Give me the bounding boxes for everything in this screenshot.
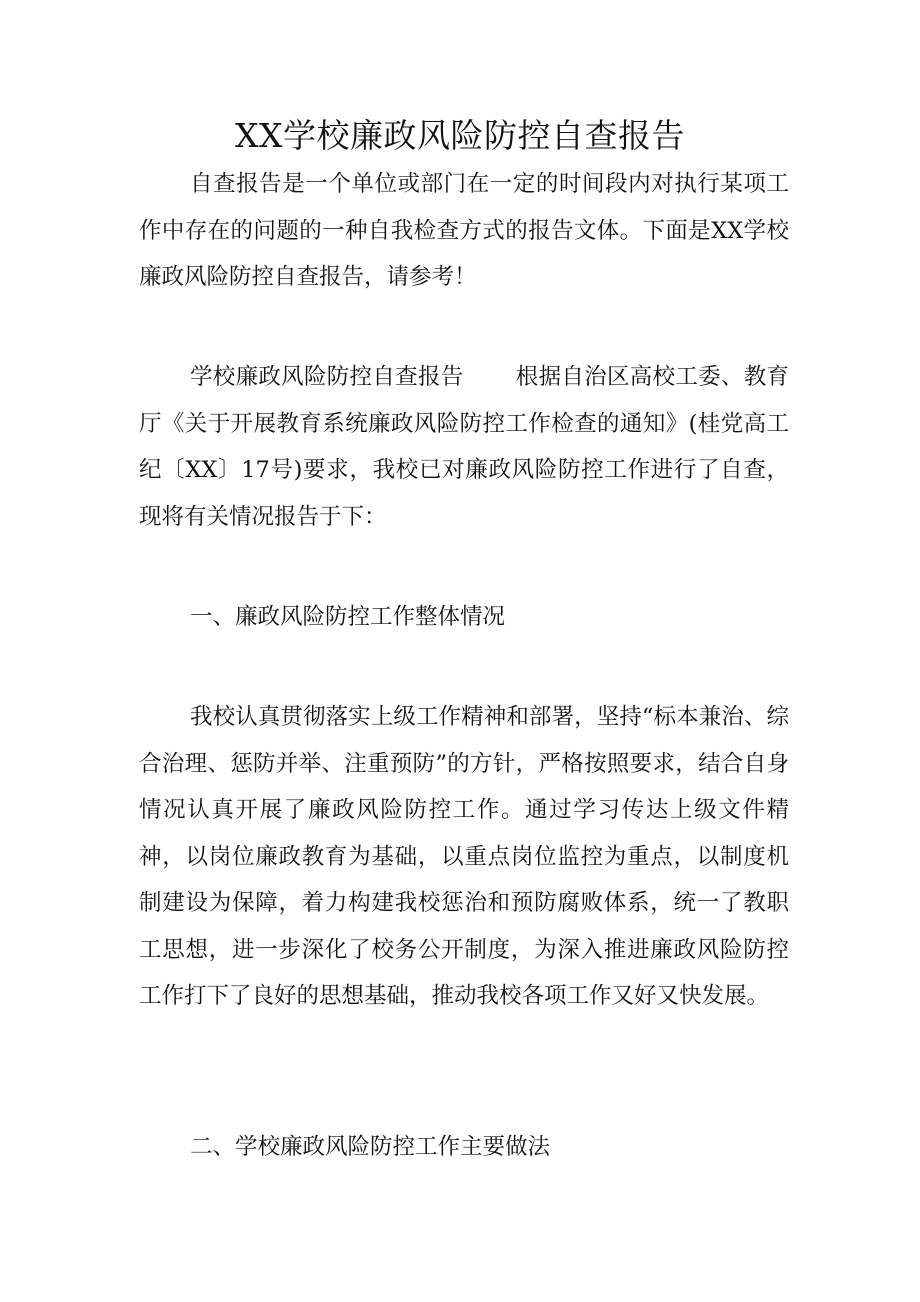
report-opening-text: 根据自治区高校工委、教育厅《关于开展教育系统廉政风险防控工作检查的通知》(桂党高工纪〔XX〕17号)要求，我校已对廉政风险防控工作进行了自查，现将有关情况报告于下：: [139, 364, 789, 530]
intro-paragraph: 自查报告是一个单位或部门在一定的时间段内对执行某项工作中存在的问题的一种自我检查方式的报告文体。下面是XX学校廉政风险防控自查报告，请参考！: [139, 171, 789, 290]
section-1-heading: 一、廉政风险防控工作整体情况: [190, 604, 506, 630]
section-2-heading: 二、学校廉政风险防控工作主要做法: [190, 1134, 551, 1160]
report-heading: 学校廉政风险防控自查报告: [190, 364, 464, 390]
document-title: XX学校廉政风险防控自查报告: [235, 116, 685, 155]
section-1-body: 我校认真贯彻落实上级工作精神和部署，坚持“标本兼治、综合治理、惩防并举、注重预防”的方针，严格按照要求，结合自身情况认真开展了廉政风险防控工作。通过学习传达上级文件精神，以岗位廉政教育为基础，以重点岗位监控为重点，以制度机制建设为保障，着力构建我校惩治和预防腐败体系，统一了教职工思想，进一步深化了校务公开制度，为深入推进廉政风险防控工作打下了良好的思想基础，推动我校各项工作又好又快发展。: [139, 704, 789, 1009]
report-opening-paragraph: [139, 354, 789, 540]
